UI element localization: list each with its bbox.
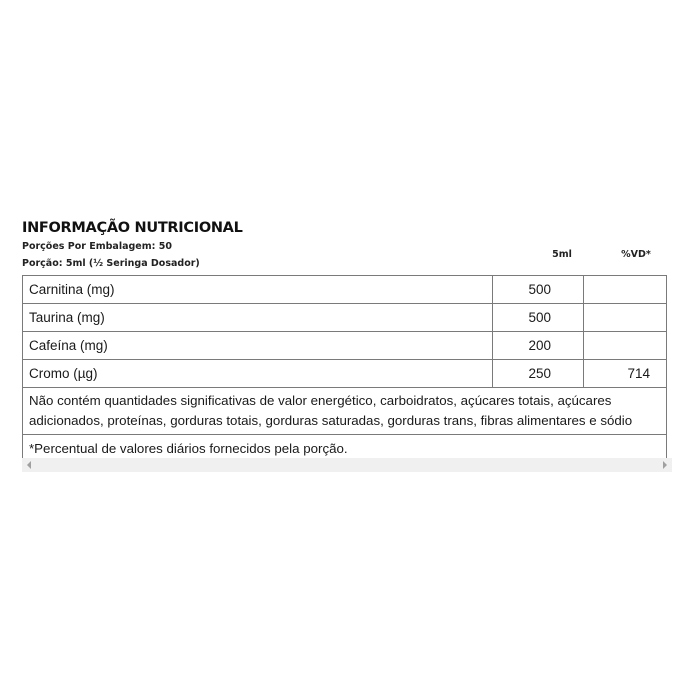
table-row	[23, 304, 667, 332]
column-header-portion: 5ml	[552, 249, 572, 260]
note-row	[23, 388, 667, 435]
table-row	[23, 276, 667, 304]
horizontal-scrollbar[interactable]	[22, 458, 672, 472]
nutrient-vd: 714	[584, 360, 667, 388]
nutrient-value: 250	[493, 360, 584, 388]
nutrient-vd	[584, 276, 667, 304]
chevron-right-icon	[663, 461, 667, 469]
nutrient-value: 200	[493, 332, 584, 360]
nutrient-value: 500	[493, 276, 584, 304]
scroll-right-button[interactable]	[658, 458, 672, 472]
nutrition-note: Não contém quantidades significativas de valor energético, carboidratos, açúcares totais, açúcares adicionados, proteínas, gorduras totais, gorduras saturadas, gorduras trans, fibras alimentares e sódio	[23, 388, 667, 435]
nutrient-name: Cromo (µg)	[23, 360, 493, 388]
table-row	[23, 360, 667, 388]
nutrition-table	[22, 275, 667, 462]
portion-size: Porção: 5ml (½ Seringa Dosador)	[22, 258, 200, 269]
nutrient-name: Carnitina (mg)	[23, 276, 493, 304]
portions-per-package: Porções Por Embalagem: 50	[22, 241, 172, 252]
scroll-left-button[interactable]	[22, 458, 36, 472]
column-header-vd: %VD*	[621, 249, 651, 260]
portion-row	[22, 249, 674, 272]
nutrient-vd	[584, 304, 667, 332]
nutrient-value: 500	[493, 304, 584, 332]
nutrient-name: Cafeína (mg)	[23, 332, 493, 360]
nutrient-vd	[584, 332, 667, 360]
nutrition-panel	[22, 218, 674, 456]
nutrition-title: INFORMAÇÃO NUTRICIONAL	[22, 220, 243, 236]
chevron-left-icon	[27, 461, 31, 469]
table-row	[23, 332, 667, 360]
nutrient-name: Taurina (mg)	[23, 304, 493, 332]
vd-footnote: *Percentual de valores diários fornecidos pela porção.	[23, 435, 667, 462]
